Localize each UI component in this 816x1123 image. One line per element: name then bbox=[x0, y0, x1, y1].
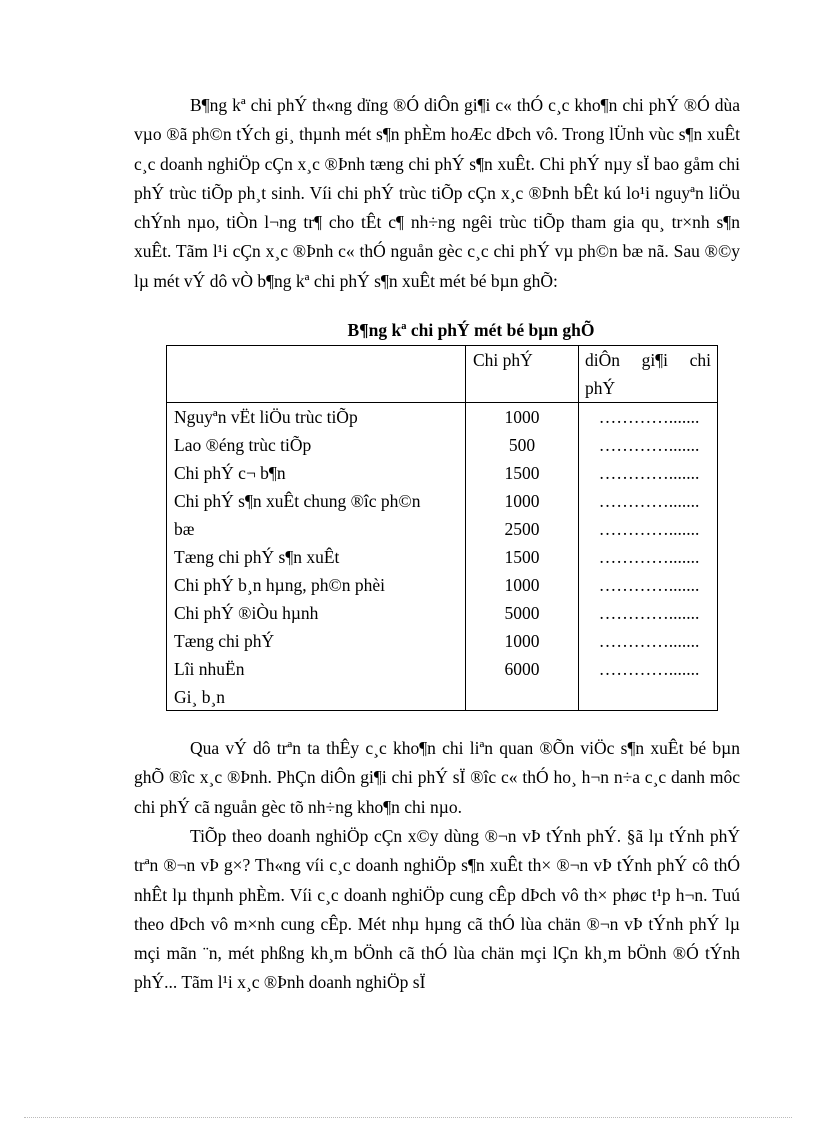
page-footer-rule bbox=[24, 1117, 792, 1118]
table-row-value: 1000 bbox=[504, 491, 540, 511]
table-row-value: 5000 bbox=[504, 603, 540, 623]
table-row-value: 1500 bbox=[504, 463, 540, 483]
value-column bbox=[466, 403, 578, 683]
table-row-value: 2500 bbox=[504, 519, 540, 539]
analysis-paragraph: Qua vÝ dô trªn ta thÊy c¸c kho¶n chi liªn quan ®Õn viÖc s¶n xuÊt bé bµn ghÕ ®îc x¸c ®Þnh. PhÇn diÔn gi¶i chi phÝ sÏ ®îc c« thÓ ho¸ h¬n n÷a c¸c danh môc chi phÝ cã nguån gèc tõ nh÷ng kho¶n chi nµo. bbox=[134, 738, 740, 817]
table-row-label: Tæng chi phÝ bbox=[174, 631, 275, 651]
table-row-label: Chi phÝ c¬ b¶n bbox=[174, 463, 286, 483]
table-row-dots: …………....... bbox=[598, 659, 700, 679]
table-row-label: Lao ®éng trùc tiÕp bbox=[174, 435, 312, 455]
table-row-dots: …………....... bbox=[598, 463, 700, 483]
table-row-dots: …………....... bbox=[598, 491, 700, 511]
table-row-dots: …………....... bbox=[598, 575, 700, 595]
table-row-dots: …………....... bbox=[598, 547, 700, 567]
table-row-value: 500 bbox=[508, 435, 536, 455]
header-description-cont: phÝ bbox=[585, 378, 616, 398]
table-row-label: Chi phÝ b¸n hµng, ph©n phèi bbox=[174, 575, 386, 595]
table-row-label: Gi¸ b¸n bbox=[174, 687, 226, 707]
item-column bbox=[174, 403, 460, 711]
table-row-value: 1500 bbox=[504, 547, 540, 567]
table-row-label: Lîi nhuËn bbox=[174, 659, 245, 679]
intro-paragraph: B¶ng kª chi phÝ th«ng dïng ®Ó diÔn gi¶i c« thÓ c¸c kho¶n chi phÝ ®Ó dùa vµo ®ã ph©n tÝch gi¸ thµnh mét s¶n phÈm hoÆc dÞch vô. Trong lÜnh vùc s¶n xuÊt c¸c doanh nghiÖp cÇn x¸c ®Þnh tæng chi phÝ s¶n xuÊt. Chi phÝ nµy sÏ bao gåm chi phÝ trùc tiÕp ph¸t sinh. Víi chi phÝ trùc tiÕp cÇn x¸c ®Þnh bÊt kú lo¹i nguyªn liÖu chÝnh nµo, tiÒn l¬ng tr¶ cho tÊt c¶ nh÷ng ngêi trùc tiÕp tham gia qu¸ tr×nh s¶n xuÊt. Tãm l¹i cÇn x¸c ®Þnh c« thÓ nguån gèc c¸c chi phÝ vµ ph©n bæ nã. Sau ®©y lµ mét vÝ dô vÒ b¶ng kª chi phÝ s¶n xuÊt mét bé bµn ghÕ: bbox=[134, 95, 740, 291]
cost-table bbox=[166, 345, 718, 711]
table-row-label: Chi phÝ ®iÒu hµnh bbox=[174, 603, 319, 623]
table-row-value: 1000 bbox=[504, 575, 540, 595]
table-row-value: 6000 bbox=[504, 659, 540, 679]
table-row-dots: …………....... bbox=[598, 435, 700, 455]
table-row-label: Nguyªn vËt liÖu trùc tiÕp bbox=[174, 407, 358, 427]
table-row-dots: …………....... bbox=[598, 631, 700, 651]
table-row-value: 1000 bbox=[504, 407, 540, 427]
header-cost: Chi phÝ bbox=[473, 350, 533, 370]
table-row-dots: …………....... bbox=[598, 519, 700, 539]
table-row-label: Tæng chi phÝ s¶n xuÊt bbox=[174, 547, 340, 567]
header-description: diÔn gi¶i chi bbox=[585, 350, 711, 370]
table-row-label: bæ bbox=[174, 519, 195, 539]
description-column bbox=[579, 403, 719, 683]
table-title: B¶ng kª chi phÝ mét bé bµn ghÕ bbox=[347, 320, 595, 340]
table-row-value: 1000 bbox=[504, 631, 540, 651]
table-row-label: Chi phÝ s¶n xuÊt chung ®îc ph©n bbox=[174, 491, 421, 511]
table-row-dots: …………....... bbox=[598, 603, 700, 623]
cost-unit-paragraph: TiÕp theo doanh nghiÖp cÇn x©y dùng ®¬n vÞ tÝnh phÝ. §ã lµ tÝnh phÝ trªn ®¬n vÞ g×? Th«ng víi c¸c doanh nghiÖp s¶n xuÊt th× ®¬n vÞ tÝnh phÝ cô thÓ nhÊt lµ thµnh phÈm. Víi c¸c doanh nghiÖp cung cÊp dÞch vô th× phøc t¹p h¬n. Tuú theo dÞch vô m×nh cung cÊp. Mét nhµ hµng cã thÓ lùa chän ®¬n vÞ tÝnh phÝ lµ mçi mãn ¨n, mét phßng kh¸m bÖnh cã thÓ lùa chän mçi lÇn kh¸m bÖnh ®Ó tÝnh phÝ... Tãm l¹i x¸c ®Þnh doanh nghiÖp sÏ bbox=[134, 826, 740, 993]
table-row-dots: …………....... bbox=[598, 407, 700, 427]
